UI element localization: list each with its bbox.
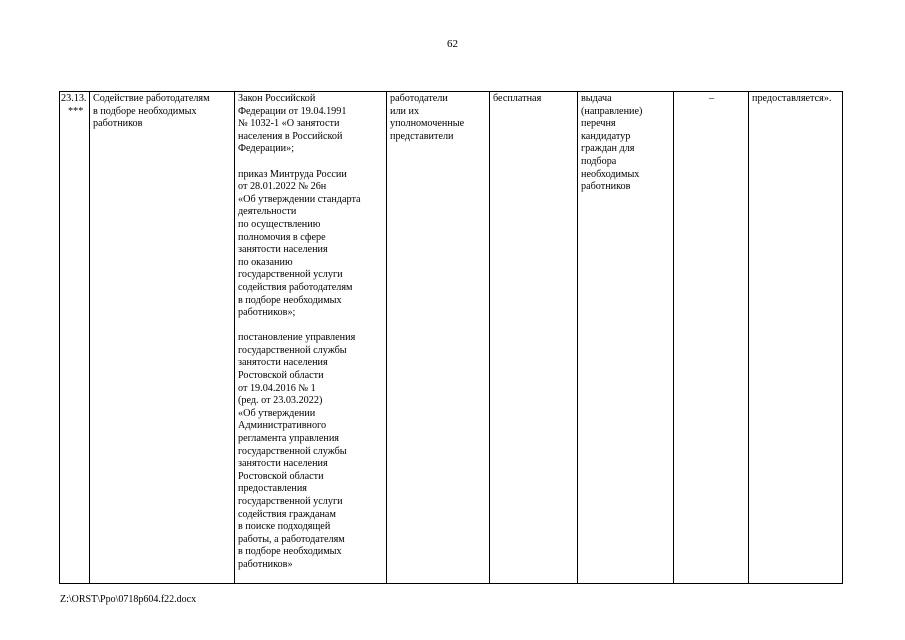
service-name-line: Содействие работодателям [93,93,210,104]
paragraph-gap [238,320,384,333]
footer-file-path: Z:\ORST\Ppo\0718p604.f22.docx [60,594,197,605]
page-number: 62 [447,38,458,50]
result-line: подбора [581,155,617,167]
legal-basis-line: занятости населения [238,357,328,369]
result-line: граждан для [581,143,635,155]
recipients-line: представители [390,130,454,142]
status-line: предоставляется». [752,93,832,104]
legal-basis-line: содействия гражданам [238,508,336,520]
legal-basis-line: полномочия в сфере [238,231,326,243]
result-line: необходимых [581,168,640,180]
recipients-cell [387,92,490,584]
result-line: работников [581,181,631,193]
legal-basis-line: работы, а работодателям [238,533,345,545]
legal-basis-line: Закон Российской [238,93,316,104]
legal-basis-line: Федерации от 19.04.1991 [238,105,347,117]
legal-basis-line: занятости населения [238,244,328,256]
result-line: кандидатур [581,130,631,142]
recipients-line: работодатели [390,93,448,104]
status-cell [749,92,843,584]
legal-basis-line: содействия работодателям [238,281,353,293]
legal-basis-line: в подборе необходимых [238,546,342,558]
result-line: выдача [581,93,612,104]
legal-basis-line: предоставления [238,483,307,495]
legal-basis-line: Административного [238,420,327,432]
legal-basis-line: постановление управления [238,332,356,344]
row-number-line: *** [68,105,84,117]
service-name-line: работников [93,118,143,130]
legal-basis-line: (ред. от 23.03.2022) [238,395,323,407]
result-line: перечня [581,118,616,130]
legal-basis-line: от 19.04.2016 № 1 [238,382,316,394]
row-number-line: 23.13. [61,93,87,104]
legal-basis-line: от 28.01.2022 № 26н [238,181,327,193]
payment-cell [490,92,578,584]
payment-line: бесплатная [493,93,542,104]
legal-basis-line: Федерации»; [238,143,295,155]
legal-basis-line: государственной услуги [238,496,343,507]
legal-basis-line: государственной службы [238,344,347,356]
service-name-cell [90,92,235,584]
row-number-cell [60,92,90,584]
legal-basis-line: деятельности [238,206,297,218]
result-line: (направление) [581,105,643,117]
services-table [59,91,843,584]
legal-basis-line: работников» [238,558,293,570]
legal-basis-line: приказ Минтруда России [238,168,347,180]
recipients-line: уполномоченные [390,118,465,130]
legal-basis-line: «Об утверждении стандарта [238,193,361,205]
legal-basis-line: № 1032-1 «О занятости [238,118,340,130]
legal-basis-line: государственной службы [238,445,347,457]
legal-basis-line: Ростовской области [238,370,324,382]
dash-cell [674,92,749,584]
legal-basis-line: регламента управления [238,433,339,445]
legal-basis-line: по осуществлению [238,218,321,230]
table-row [60,92,843,584]
legal-basis-line: «Об утверждении [238,407,316,419]
result-cell [578,92,674,584]
recipients-line: или их [390,105,420,117]
legal-basis-line: населения в Российской [238,130,343,142]
service-name-line: в подборе необходимых [93,105,197,117]
legal-basis-line: по оказанию [238,256,293,268]
legal-basis-line: в поиске подходящей [238,521,331,533]
legal-basis-line: работников»; [238,307,296,319]
legal-basis-line: в подборе необходимых [238,294,342,306]
legal-basis-line: занятости населения [238,458,328,470]
legal-basis-line: государственной услуги [238,269,343,281]
legal-basis-cell [235,92,387,584]
paragraph-gap [238,156,384,169]
dash-value: – [708,93,715,104]
legal-basis-line: Ростовской области [238,470,324,482]
